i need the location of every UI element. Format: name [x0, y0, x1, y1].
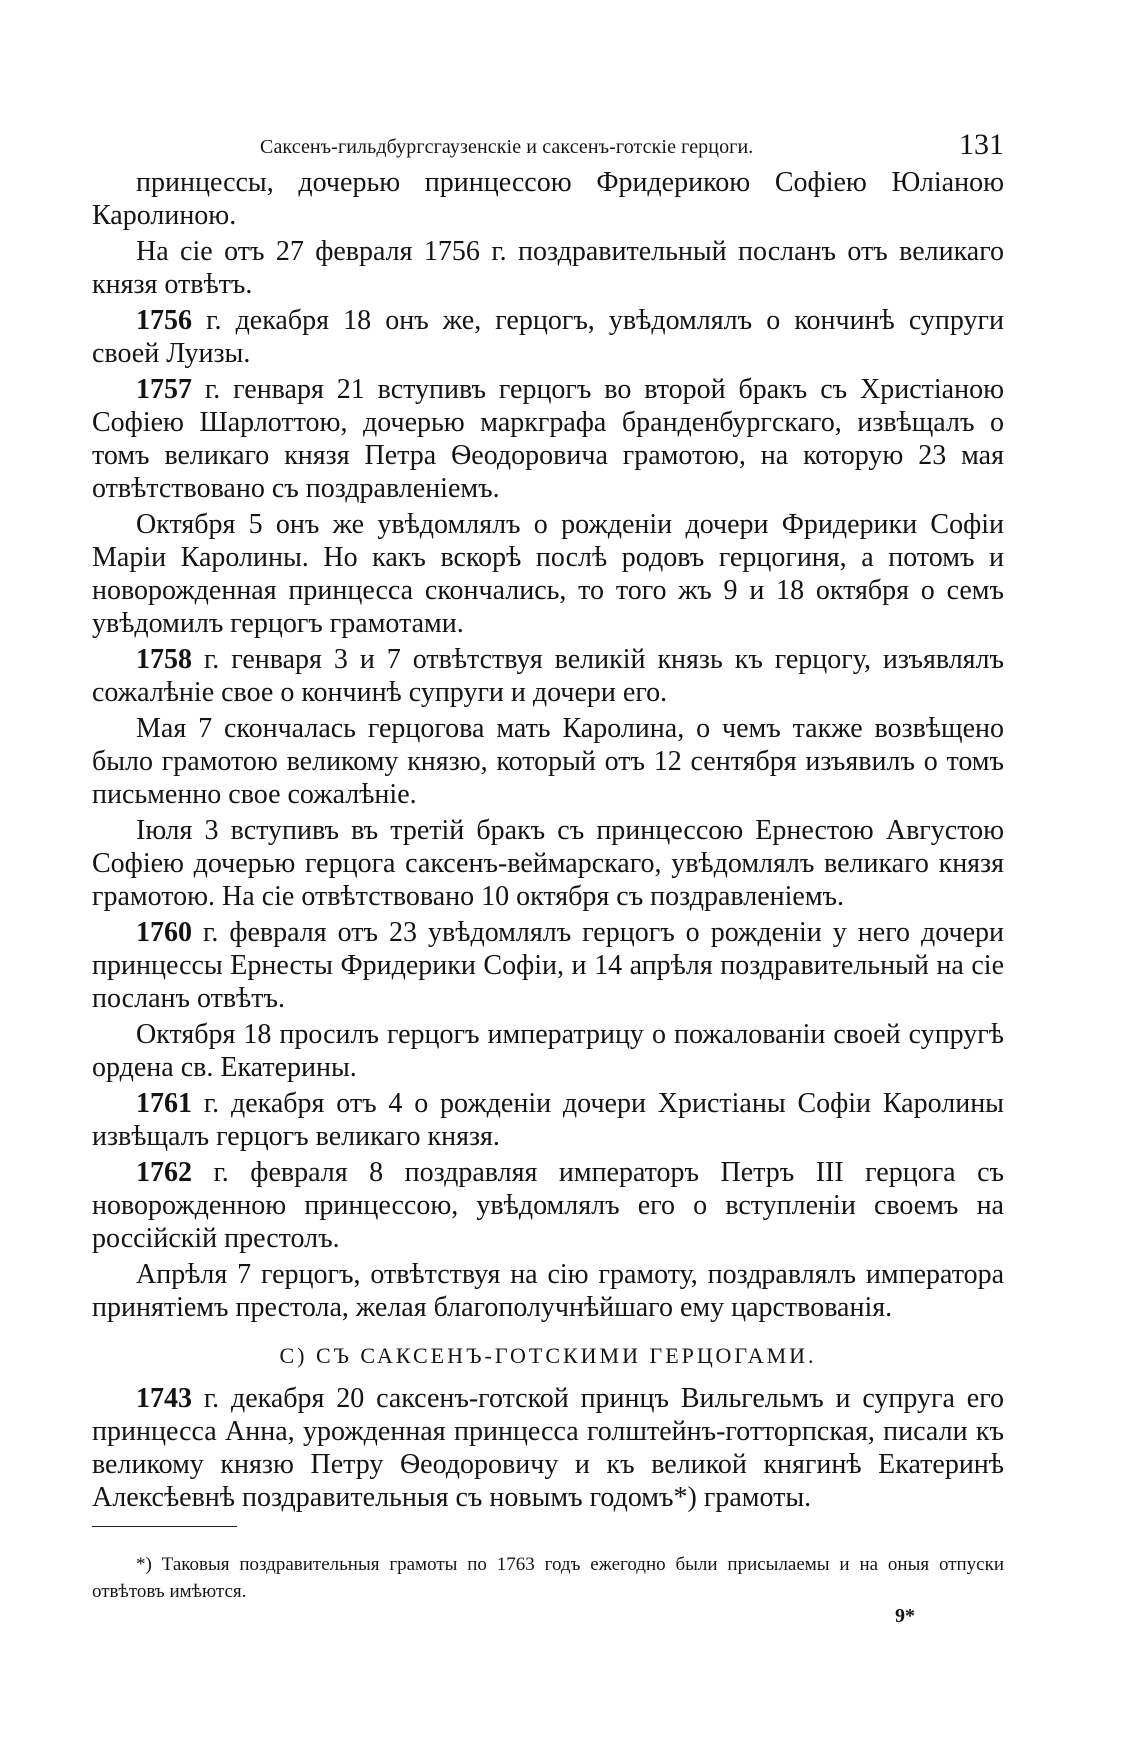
paragraph-year: 1757	[136, 374, 192, 405]
paragraph-text: Октября 5 онъ же увѣдомлялъ о рожденіи дочери Фридерики Софіи Маріи Каролины. Но какъ вскорѣ послѣ родовъ герцогиня, а потомъ и новорожденная принцесса скончались, то того жъ 9 и 18 октября о семъ увѣдомилъ герцогъ грамотами.	[92, 509, 1004, 639]
paragraph-year: 1756	[136, 305, 192, 336]
paragraph	[92, 166, 1004, 232]
page-header	[92, 128, 1004, 168]
page-number: 131	[959, 128, 1004, 161]
paragraph	[92, 1382, 1004, 1514]
paragraph	[92, 916, 1004, 1015]
paragraph	[92, 373, 1004, 505]
paragraph-text: г. генваря 3 и 7 отвѣтствуя великій князь къ герцогу, изъявлялъ сожалѣніе свое о кончинѣ супруги и дочери его.	[92, 644, 1004, 708]
paragraph-text: г. февраля отъ 23 увѣдомлялъ герцогъ о рожденіи у него дочери принцессы Ернесты Фридерики Софіи, и 14 апрѣля поздравительный на сіе посланъ отвѣтъ.	[92, 917, 1004, 1014]
paragraph	[92, 1156, 1004, 1255]
paragraph	[92, 1018, 1004, 1084]
paragraph-year: 1762	[136, 1157, 192, 1188]
paragraph-year: 1761	[136, 1088, 192, 1119]
running-title: Саксенъ-гильдбургсгаузенскіе и саксенъ-готскіе герцоги.	[260, 136, 754, 158]
paragraph-text: г. декабря отъ 4 о рожденіи дочери Христіаны Софіи Каролины извѣщалъ герцогъ великаго князя.	[92, 1088, 1004, 1152]
paragraph-text: г. февраля 8 поздравляя императоръ Петръ III герцога съ новорожденною принцессою, увѣдомлялъ его о вступленіи своемъ на россійскій престолъ.	[92, 1157, 1004, 1254]
body-text	[92, 166, 1004, 1517]
paragraph-text: Октября 18 просилъ герцогъ императрицу о пожалованіи своей супругѣ ордена св. Екатерины.	[92, 1019, 1004, 1083]
section-paragraph-list	[92, 1382, 1004, 1514]
footnote-rule	[92, 1526, 237, 1527]
signature-mark: 9*	[895, 1605, 915, 1627]
paragraph-year: 1758	[136, 644, 192, 675]
paragraph-year: 1743	[136, 1383, 192, 1414]
paragraph	[92, 508, 1004, 640]
paragraph-text: г. декабря 18 онъ же, герцогъ, увѣдомлялъ о кончинѣ супруги своей Луизы.	[92, 305, 1004, 369]
paragraph-text: Апрѣля 7 герцогъ, отвѣтствуя на сію грамоту, поздравлялъ императора принятіемъ престола, желая благополучнѣйшаго ему царствованія.	[92, 1259, 1004, 1323]
paragraph	[92, 712, 1004, 811]
paragraph	[92, 643, 1004, 709]
paragraph-list	[92, 166, 1004, 1324]
paragraph-text: г. декабря 20 саксенъ-готской принцъ Вильгельмъ и супруга его принцесса Анна, урожденная принцесса голштейнъ-готторпская, писали къ великому князю Петру Ѳеодоровичу и къ великой княгинѣ Екатеринѣ Алексѣевнѣ поздравительныя съ новымъ годомъ*) грамоты.	[92, 1383, 1004, 1513]
paragraph	[92, 1258, 1004, 1324]
paragraph-year: 1760	[136, 917, 192, 948]
footnote: *) Таковыя поздравительныя грамоты по 1763 годъ ежегодно были присылаемы и на оныя отпуски отвѣтовъ имѣются.	[92, 1554, 1004, 1602]
paragraph-text: принцессы, дочерью принцессою Фридерикою Софіею Юліаною Каролиною.	[92, 167, 1004, 231]
paragraph-text: На сіе отъ 27 февраля 1756 г. поздравительный посланъ отъ великаго князя отвѣтъ.	[92, 236, 1004, 300]
paragraph	[92, 235, 1004, 301]
paragraph	[92, 1087, 1004, 1153]
paragraph-text: Іюля 3 вступивъ въ третій бракъ съ принцессою Ернестою Августою Софіею дочерью герцога саксенъ-веймарскаго, увѣдомлялъ великаго князя грамотою. На сіе отвѣтствовано 10 октября съ поздравленіемъ.	[92, 815, 1004, 912]
paragraph	[92, 304, 1004, 370]
paragraph	[92, 814, 1004, 913]
paragraph-text: г. генваря 21 вступивъ герцогъ во второй бракъ съ Христіаною Софіею Шарлоттою, дочерью маркграфа бранденбургскаго, извѣщалъ о томъ великаго князя Петра Ѳеодоровича грамотою, на которую 23 мая отвѣтствовано съ поздравленіемъ.	[92, 374, 1004, 504]
paragraph-text: Мая 7 скончалась герцогова мать Каролина, о чемъ также возвѣщено было грамотою великому князю, который отъ 12 сентября изъявилъ о томъ письменно свое сожалѣніе.	[92, 713, 1004, 810]
section-heading: С) СЪ САКСЕНЪ-ГОТСКИМИ ГЕРЦОГАМИ.	[279, 1343, 817, 1368]
